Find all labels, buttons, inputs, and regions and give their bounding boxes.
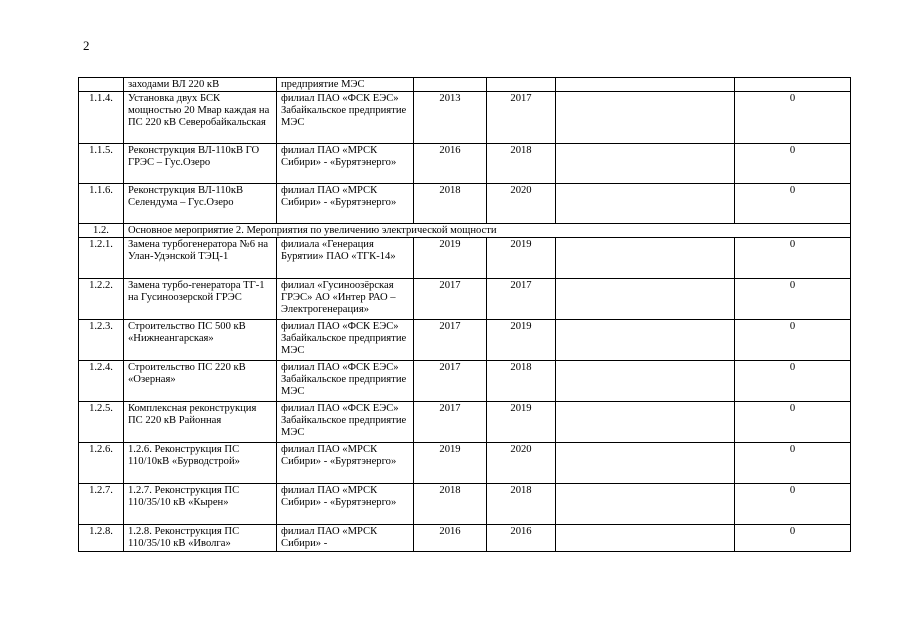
row-number-cell: 1.2.5.	[79, 402, 124, 443]
value-cell: 0	[735, 443, 851, 484]
organization-cell: филиал ПАО «ФСК ЕЭС» Забайкальское предприятие МЭС	[277, 92, 414, 144]
empty-cell	[556, 443, 735, 484]
empty-cell	[556, 279, 735, 320]
value-cell: 0	[735, 184, 851, 224]
table-row	[79, 361, 851, 402]
program-activities-table	[78, 77, 851, 552]
row-number-cell: 1.1.6.	[79, 184, 124, 224]
organization-cell: филиал ПАО «ФСК ЕЭС» Забайкальское предприятие МЭС	[277, 361, 414, 402]
organization-cell: предприятие МЭС	[277, 78, 414, 92]
activity-name-cell: Комплексная реконструкция ПС 220 кВ Районная	[124, 402, 277, 443]
activity-name-cell: Замена турбогенератора №6 на Улан-Удэнской ТЭЦ-1	[124, 238, 277, 279]
organization-cell: филиал ПАО «МРСК Сибири» - «Бурятэнерго»	[277, 484, 414, 525]
start-year-cell: 2018	[414, 184, 487, 224]
start-year-cell: 2017	[414, 361, 487, 402]
end-year-cell: 2018	[487, 144, 556, 184]
row-number-cell: 1.2.3.	[79, 320, 124, 361]
empty-cell	[556, 78, 735, 92]
end-year-cell: 2018	[487, 484, 556, 525]
activity-name-cell: Реконструкция ВЛ-110кВ ГО ГРЭС – Гус.Озеро	[124, 144, 277, 184]
empty-cell	[556, 484, 735, 525]
empty-cell	[556, 320, 735, 361]
value-cell: 0	[735, 144, 851, 184]
value-cell	[735, 78, 851, 92]
activity-name-cell: Строительство ПС 500 кВ «Нижнеангарская»	[124, 320, 277, 361]
section-row	[79, 224, 851, 238]
table-row	[79, 144, 851, 184]
organization-cell: филиал ПАО «МРСК Сибири» -	[277, 525, 414, 552]
end-year-cell	[487, 78, 556, 92]
activity-name-cell: Замена турбо-генератора ТГ-1 на Гусиноозерской ГРЭС	[124, 279, 277, 320]
row-number-cell: 1.2.	[79, 224, 124, 238]
start-year-cell	[414, 78, 487, 92]
table-row	[79, 184, 851, 224]
empty-cell	[556, 144, 735, 184]
row-number-cell: 1.1.4.	[79, 92, 124, 144]
empty-cell	[556, 402, 735, 443]
organization-cell: филиал ПАО «ФСК ЕЭС» Забайкальское предприятие МЭС	[277, 402, 414, 443]
empty-cell	[556, 184, 735, 224]
start-year-cell: 2018	[414, 484, 487, 525]
table-row	[79, 92, 851, 144]
organization-cell: филиал ПАО «ФСК ЕЭС» Забайкальское предприятие МЭС	[277, 320, 414, 361]
value-cell: 0	[735, 92, 851, 144]
row-number-cell: 1.1.5.	[79, 144, 124, 184]
table-row	[79, 525, 851, 552]
table-row	[79, 279, 851, 320]
activity-name-cell: Строительство ПС 220 кВ «Озерная»	[124, 361, 277, 402]
value-cell: 0	[735, 525, 851, 552]
end-year-cell: 2019	[487, 238, 556, 279]
activity-name-cell: 1.2.7. Реконструкция ПС 110/35/10 кВ «Кырен»	[124, 484, 277, 525]
section-title-cell: Основное мероприятие 2. Мероприятия по увеличению электрической мощности	[124, 224, 851, 238]
value-cell: 0	[735, 484, 851, 525]
table-row	[79, 320, 851, 361]
value-cell: 0	[735, 402, 851, 443]
organization-cell: филиала «Генерация Бурятии» ПАО «ТГК-14»	[277, 238, 414, 279]
value-cell: 0	[735, 238, 851, 279]
page-number: 2	[83, 38, 90, 53]
table-row	[79, 484, 851, 525]
end-year-cell: 2020	[487, 443, 556, 484]
activity-name-cell: 1.2.8. Реконструкция ПС 110/35/10 кВ «Иволга»	[124, 525, 277, 552]
table-row	[79, 238, 851, 279]
table-row	[79, 402, 851, 443]
empty-cell	[556, 361, 735, 402]
start-year-cell: 2013	[414, 92, 487, 144]
end-year-cell: 2019	[487, 402, 556, 443]
start-year-cell: 2017	[414, 279, 487, 320]
row-number-cell: 1.2.4.	[79, 361, 124, 402]
end-year-cell: 2017	[487, 92, 556, 144]
row-number-cell: 1.2.2.	[79, 279, 124, 320]
value-cell: 0	[735, 320, 851, 361]
end-year-cell: 2018	[487, 361, 556, 402]
activity-name-cell: заходами ВЛ 220 кВ	[124, 78, 277, 92]
start-year-cell: 2017	[414, 320, 487, 361]
start-year-cell: 2016	[414, 144, 487, 184]
organization-cell: филиал ПАО «МРСК Сибири» - «Бурятэнерго»	[277, 184, 414, 224]
organization-cell: филиал «Гусиноозёрская ГРЭС» АО «Интер РАО – Электрогенерация»	[277, 279, 414, 320]
activity-name-cell: 1.2.6. Реконструкция ПС 110/10кВ «Бурводстрой»	[124, 443, 277, 484]
row-number-cell	[79, 78, 124, 92]
end-year-cell: 2020	[487, 184, 556, 224]
start-year-cell: 2019	[414, 443, 487, 484]
start-year-cell: 2016	[414, 525, 487, 552]
table-row	[79, 78, 851, 92]
table-row	[79, 443, 851, 484]
empty-cell	[556, 92, 735, 144]
empty-cell	[556, 238, 735, 279]
activity-name-cell: Реконструкция ВЛ-110кВ Селендума – Гус.Озеро	[124, 184, 277, 224]
table-body	[79, 78, 851, 552]
row-number-cell: 1.2.8.	[79, 525, 124, 552]
value-cell: 0	[735, 279, 851, 320]
organization-cell: филиал ПАО «МРСК Сибири» - «Бурятэнерго»	[277, 144, 414, 184]
value-cell: 0	[735, 361, 851, 402]
start-year-cell: 2017	[414, 402, 487, 443]
organization-cell: филиал ПАО «МРСК Сибири» - «Бурятэнерго»	[277, 443, 414, 484]
row-number-cell: 1.2.7.	[79, 484, 124, 525]
empty-cell	[556, 525, 735, 552]
row-number-cell: 1.2.1.	[79, 238, 124, 279]
row-number-cell: 1.2.6.	[79, 443, 124, 484]
activity-name-cell: Установка двух БСК мощностью 20 Мвар каждая на ПС 220 кВ Северобайкальская	[124, 92, 277, 144]
end-year-cell: 2019	[487, 320, 556, 361]
start-year-cell: 2019	[414, 238, 487, 279]
end-year-cell: 2017	[487, 279, 556, 320]
end-year-cell: 2016	[487, 525, 556, 552]
